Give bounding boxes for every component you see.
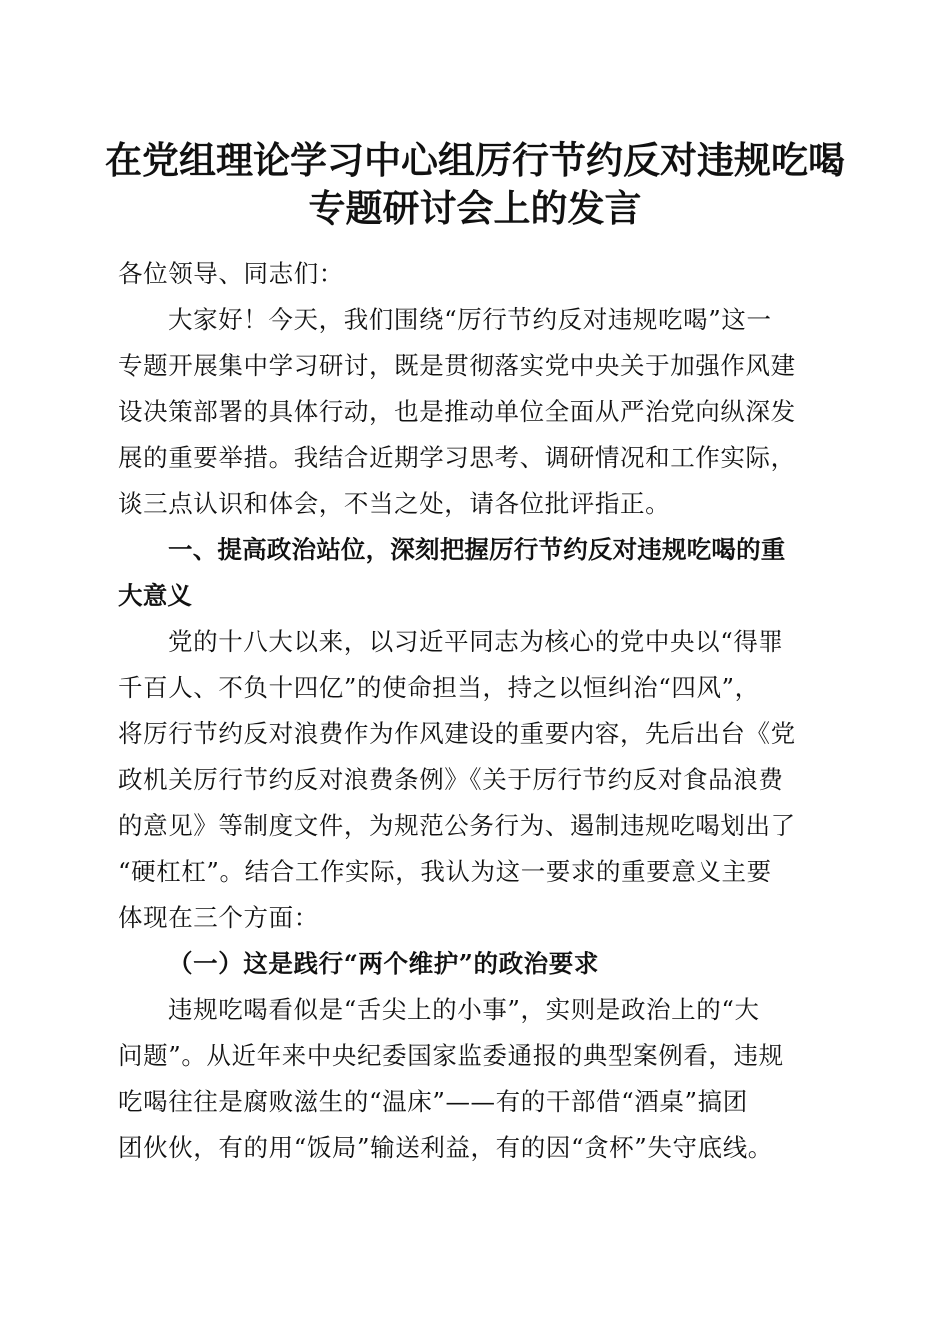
section-paragraph-line: “硬杠杠”。结合工作实际，我认为这一要求的重要意义主要 — [118, 857, 772, 886]
intro-paragraph-line: 设决策部署的具体行动，也是推动单位全面从严治党向纵深发 — [118, 397, 796, 426]
section-paragraph-line: 的意见》等制度文件，为规范公务行为、遏制违规吃喝划出了 — [118, 811, 796, 840]
section-paragraph-line: 党的十八大以来，以习近平同志为核心的党中央以“得罪 — [168, 627, 784, 656]
subsection-paragraph-line: 违规吃喝看似是“舌尖上的小事”，实则是政治上的“大 — [168, 995, 760, 1024]
subsection-paragraph-line: 问题”。从近年来中央纪委国家监委通报的典型案例看，违规 — [118, 1041, 784, 1070]
section-heading-line: 大意义 — [118, 581, 193, 610]
section-paragraph-line: 千百人、不负十四亿”的使命担当，持之以恒纠治“四风”， — [118, 673, 760, 702]
intro-paragraph-line: 展的重要举措。我结合近期学习思考、调研情况和工作实际， — [118, 443, 796, 472]
subsection-paragraph-line: 团伙伙，有的用“饭局”输送利益，有的因“贪杯”失守底线。 — [118, 1133, 773, 1162]
section-paragraph-line: 将厉行节约反对浪费作为作风建设的重要内容，先后出台《党 — [118, 719, 796, 748]
section-paragraph-line: 政机关厉行节约反对浪费条例》《关于厉行节约反对食品浪费 — [118, 765, 784, 794]
subsection-paragraph-line: 吃喝往往是腐败滋生的“温床”——有的干部借“酒桌”搞团 — [118, 1087, 748, 1116]
intro-paragraph-line: 谈三点认识和体会，不当之处，请各位批评指正。 — [118, 489, 671, 518]
document-body — [118, 251, 838, 1171]
intro-paragraph-line: 专题开展集中学习研讨，既是贯彻落实党中央关于加强作风建 — [118, 351, 796, 380]
section-paragraph-line: 体现在三个方面： — [118, 903, 319, 932]
document-title-line-1: 在党组理论学习中心组厉行节约反对违规吃喝 — [105, 138, 845, 182]
salutation: 各位领导、同志们： — [118, 259, 344, 288]
intro-paragraph-line: 大家好！今天，我们围绕“厉行节约反对违规吃喝”这一 — [168, 305, 772, 334]
document-title-line-2: 专题研讨会上的发言 — [308, 186, 642, 230]
subsection-heading: （一）这是践行“两个维护”的政治要求 — [168, 949, 599, 978]
section-heading-line: 一、提高政治站位，深刻把握厉行节约反对违规吃喝的重 — [168, 535, 786, 564]
